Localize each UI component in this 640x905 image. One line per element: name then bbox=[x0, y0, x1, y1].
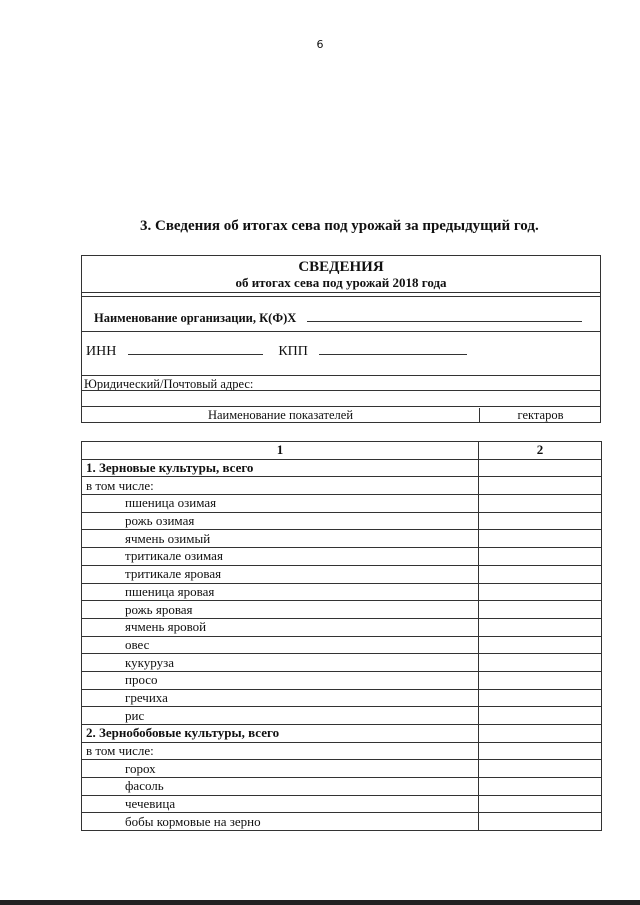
crop-label: пшеница яровая bbox=[82, 583, 479, 601]
hectares-cell[interactable] bbox=[479, 548, 602, 566]
table-row bbox=[82, 795, 602, 813]
divider bbox=[82, 406, 600, 407]
divider bbox=[82, 331, 600, 332]
crop-label: 2. Зернобобовые культуры, всего bbox=[82, 725, 479, 743]
table-row bbox=[82, 530, 602, 548]
table-row bbox=[82, 583, 602, 601]
hectares-cell[interactable] bbox=[479, 742, 602, 760]
table-row bbox=[82, 813, 602, 831]
hectares-cell[interactable] bbox=[479, 760, 602, 778]
crops-table bbox=[81, 441, 602, 831]
hectares-cell[interactable] bbox=[479, 512, 602, 530]
divider bbox=[82, 390, 600, 391]
table-row bbox=[82, 477, 602, 495]
crop-label: тритикале яровая bbox=[82, 565, 479, 583]
table-row bbox=[82, 707, 602, 725]
hectares-cell[interactable] bbox=[479, 601, 602, 619]
crop-label: ячмень озимый bbox=[82, 530, 479, 548]
crop-label: просо bbox=[82, 671, 479, 689]
crop-label: тритикале озимая bbox=[82, 548, 479, 566]
divider bbox=[82, 296, 600, 297]
column-number-2: 2 bbox=[479, 442, 602, 460]
section-title: 3. Сведения об итогах сева под урожай за предыдущий год. bbox=[140, 218, 539, 234]
hectares-cell[interactable] bbox=[479, 495, 602, 513]
inn-label: ИНН bbox=[86, 344, 117, 359]
crop-label: ячмень яровой bbox=[82, 618, 479, 636]
column-hectares-header: гектаров bbox=[479, 408, 601, 423]
table-row bbox=[82, 725, 602, 743]
form-title: СВЕДЕНИЯ bbox=[298, 259, 384, 275]
table-row bbox=[82, 512, 602, 530]
table-row bbox=[82, 689, 602, 707]
crop-label: фасоль bbox=[82, 778, 479, 796]
crop-label: в том числе: bbox=[82, 477, 479, 495]
org-row bbox=[94, 309, 582, 326]
column-indicators-header: Наименование показателей bbox=[207, 408, 354, 422]
hectares-cell[interactable] bbox=[479, 689, 602, 707]
hectares-cell[interactable] bbox=[479, 618, 602, 636]
crop-label: 1. Зерновые культуры, всего bbox=[82, 459, 479, 477]
table-header-row bbox=[82, 442, 602, 460]
crop-label: в том числе: bbox=[82, 742, 479, 760]
crop-label: гречиха bbox=[82, 689, 479, 707]
scan-edge bbox=[0, 900, 640, 905]
table-row bbox=[82, 671, 602, 689]
crop-label: кукуруза bbox=[82, 654, 479, 672]
hectares-cell[interactable] bbox=[479, 778, 602, 796]
hectares-cell[interactable] bbox=[479, 636, 602, 654]
table-row bbox=[82, 760, 602, 778]
table-row bbox=[82, 778, 602, 796]
divider bbox=[82, 292, 600, 293]
hectares-cell[interactable] bbox=[479, 583, 602, 601]
inn-field[interactable] bbox=[128, 342, 263, 355]
table-row bbox=[82, 601, 602, 619]
form-subtitle: об итогах сева под урожай 2018 года bbox=[235, 275, 447, 290]
crop-label: рожь яровая bbox=[82, 601, 479, 619]
hectares-cell[interactable] bbox=[479, 813, 602, 831]
table-row bbox=[82, 459, 602, 477]
crop-label: рис bbox=[82, 707, 479, 725]
crop-label: пшеница озимая bbox=[82, 495, 479, 513]
table-row bbox=[82, 636, 602, 654]
hectares-cell[interactable] bbox=[479, 654, 602, 672]
table-row bbox=[82, 618, 602, 636]
table-row bbox=[82, 548, 602, 566]
crop-label: горох bbox=[82, 760, 479, 778]
header-form bbox=[81, 255, 601, 423]
org-field[interactable] bbox=[307, 309, 582, 322]
table-row bbox=[82, 654, 602, 672]
hectares-cell[interactable] bbox=[479, 707, 602, 725]
crop-label: чечевица bbox=[82, 795, 479, 813]
hectares-cell[interactable] bbox=[479, 671, 602, 689]
table-row bbox=[82, 565, 602, 583]
crop-label: бобы кормовые на зерно bbox=[82, 813, 479, 831]
divider bbox=[82, 375, 600, 376]
crop-label: овес bbox=[82, 636, 479, 654]
hectares-cell[interactable] bbox=[479, 565, 602, 583]
hectares-cell[interactable] bbox=[479, 725, 602, 743]
table-row bbox=[82, 742, 602, 760]
address-label[interactable]: Юридический/Почтовый адрес: bbox=[84, 377, 254, 391]
hectares-cell[interactable] bbox=[479, 477, 602, 495]
kpp-label: КПП bbox=[278, 344, 308, 359]
column-number-1: 1 bbox=[82, 442, 479, 460]
hectares-cell[interactable] bbox=[479, 459, 602, 477]
page-number: 6 bbox=[316, 38, 324, 51]
hectares-cell[interactable] bbox=[479, 795, 602, 813]
kpp-field[interactable] bbox=[319, 342, 467, 355]
crop-label: рожь озимая bbox=[82, 512, 479, 530]
inn-kpp-row bbox=[86, 342, 467, 360]
table-row bbox=[82, 495, 602, 513]
hectares-cell[interactable] bbox=[479, 530, 602, 548]
org-label: Наименование организации, К(Ф)Х bbox=[94, 311, 297, 325]
